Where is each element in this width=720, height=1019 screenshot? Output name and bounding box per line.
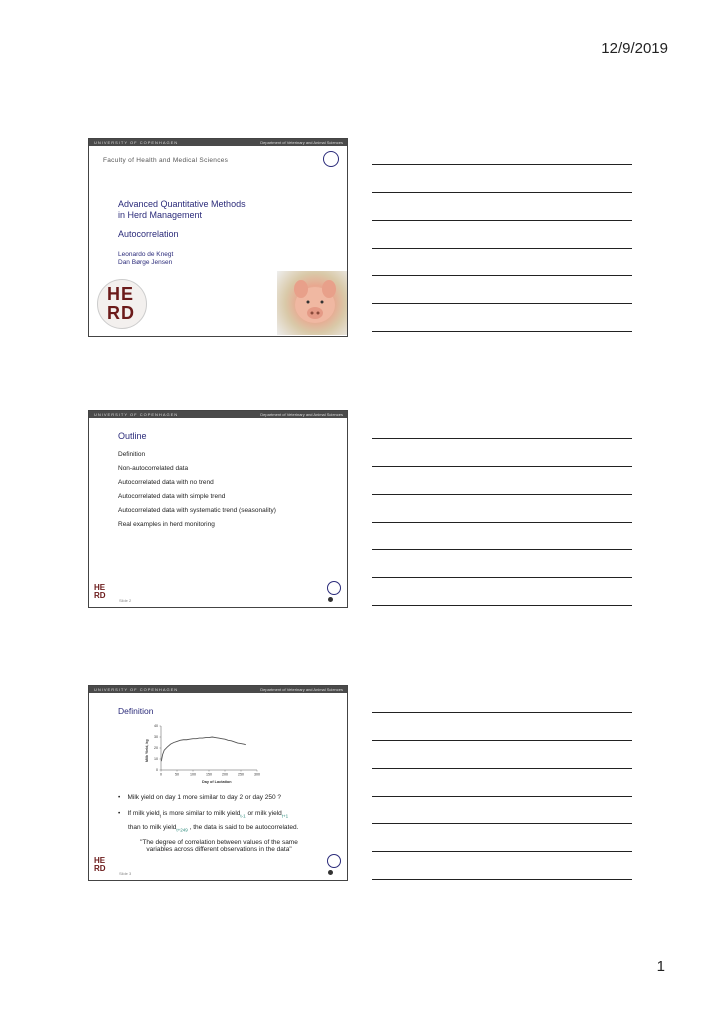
y-tick-label: 10 — [154, 757, 158, 762]
slide-number: Slide 3 — [119, 871, 132, 876]
bullet-2 — [118, 810, 288, 818]
y-tick-label: 40 — [154, 724, 158, 729]
university-name: UNIVERSITY OF COPENHAGEN — [94, 687, 179, 692]
x-tick-label: 250 — [238, 772, 244, 777]
subscript-t-plus-249: t+249 — [176, 827, 188, 833]
quote-line-1: "The degree of correlation between values of the same — [140, 839, 298, 846]
x-tick-label: 150 — [206, 772, 212, 777]
outline-item: Autocorrelated data with no trend — [118, 479, 214, 486]
x-tick-label: 0 — [160, 772, 162, 777]
slide-number: Slide 2 — [119, 598, 132, 603]
y-tick-label: 20 — [154, 746, 158, 751]
bullet-2-text-e: , the data is said to be autocorrelated. — [187, 824, 299, 831]
quote — [129, 839, 309, 853]
faculty-name: Faculty of Health and Medical Sciences — [103, 157, 229, 164]
topic-title: Autocorrelation — [118, 229, 179, 239]
slide-topbar — [89, 139, 347, 146]
slide-topbar — [89, 686, 347, 693]
page-number: 1 — [656, 958, 665, 975]
x-tick-label: 100 — [190, 772, 196, 777]
y-tick-label: 0 — [156, 768, 158, 773]
chart-series-line — [161, 737, 245, 761]
chart-ylabel: Milk Yield, kg — [145, 739, 149, 762]
subscript-t: t — [159, 813, 161, 819]
herd-mini-logo — [94, 857, 114, 873]
herd-mini-top: HE — [94, 583, 106, 592]
department-name: Department of Veterinary and Animal Sciences — [260, 140, 343, 145]
pig-photo — [277, 271, 347, 335]
dot-icon — [328, 870, 333, 875]
pig-icon — [277, 271, 347, 335]
dot-icon — [328, 597, 333, 602]
herd-mini-logo — [94, 584, 114, 600]
herd-logo-top: HE — [107, 284, 135, 304]
bullet-icon: • — [118, 794, 128, 801]
x-tick-label: 300 — [254, 772, 260, 777]
subscript-t-plus-1: t+1 — [281, 813, 289, 819]
university-name: UNIVERSITY OF COPENHAGEN — [94, 412, 179, 417]
outline-item: Autocorrelated data with simple trend — [118, 493, 226, 500]
quote-line-2: variables across different observations in the data" — [146, 846, 292, 853]
chart-ticks — [154, 724, 260, 776]
herd-logo — [97, 279, 147, 329]
bullet-2-text-d: than to milk yield — [128, 824, 177, 831]
outline-item: Real examples in herd monitoring — [118, 521, 215, 528]
seal-icon — [327, 581, 341, 595]
outline-list — [118, 451, 276, 535]
slide-2 — [88, 410, 348, 608]
seal-icon — [327, 854, 341, 868]
department-name: Department of Veterinary and Animal Sciences — [260, 412, 343, 417]
bullet-1-text: Milk yield on day 1 more similar to day 2 or day 250 ? — [127, 794, 282, 801]
course-title-line1: Advanced Quantitative Methods — [118, 199, 246, 209]
slide-3 — [88, 685, 348, 881]
chart-xlabel: Day of Lactation — [202, 780, 232, 784]
chart-axes — [161, 726, 257, 770]
author-1: Leonardo de Knegt — [118, 251, 174, 258]
page-date: 12/9/2019 — [601, 40, 668, 57]
outline-item: Definition — [118, 451, 146, 458]
x-tick-label: 50 — [175, 772, 179, 777]
seal-icon — [323, 151, 339, 167]
outline-item: Autocorrelated data with systematic trend (seasonality) — [118, 507, 276, 514]
slide-title: Outline — [118, 431, 147, 441]
slide-title: Definition — [118, 706, 154, 716]
bullet-icon: • — [118, 810, 128, 817]
bullet-2-text-b: is more similar to milk yield — [160, 810, 241, 817]
subscript-t-minus-1: t-1 — [240, 813, 246, 819]
bullet-1 — [118, 794, 281, 801]
department-name: Department of Veterinary and Animal Sciences — [260, 687, 343, 692]
herd-mini-bottom: RD — [94, 864, 106, 873]
x-tick-label: 200 — [222, 772, 228, 777]
university-name: UNIVERSITY OF COPENHAGEN — [94, 140, 179, 145]
bullet-2-text-c: or milk yield — [245, 810, 282, 817]
course-title-line2: in Herd Management — [118, 210, 203, 220]
author-2: Dan Børge Jensen — [118, 259, 173, 266]
herd-mini-top: HE — [94, 856, 106, 865]
bullet-2-text-a: If milk yield — [127, 810, 160, 817]
outline-item: Non-autocorrelated data — [118, 465, 189, 472]
slide-topbar — [89, 411, 347, 418]
herd-logo-bottom: RD — [107, 303, 135, 323]
bullet-2-cont — [128, 824, 298, 832]
y-tick-label: 30 — [154, 735, 158, 740]
slide-1 — [88, 138, 348, 337]
herd-mini-bottom: RD — [94, 591, 106, 600]
milk-yield-chart — [139, 722, 289, 784]
